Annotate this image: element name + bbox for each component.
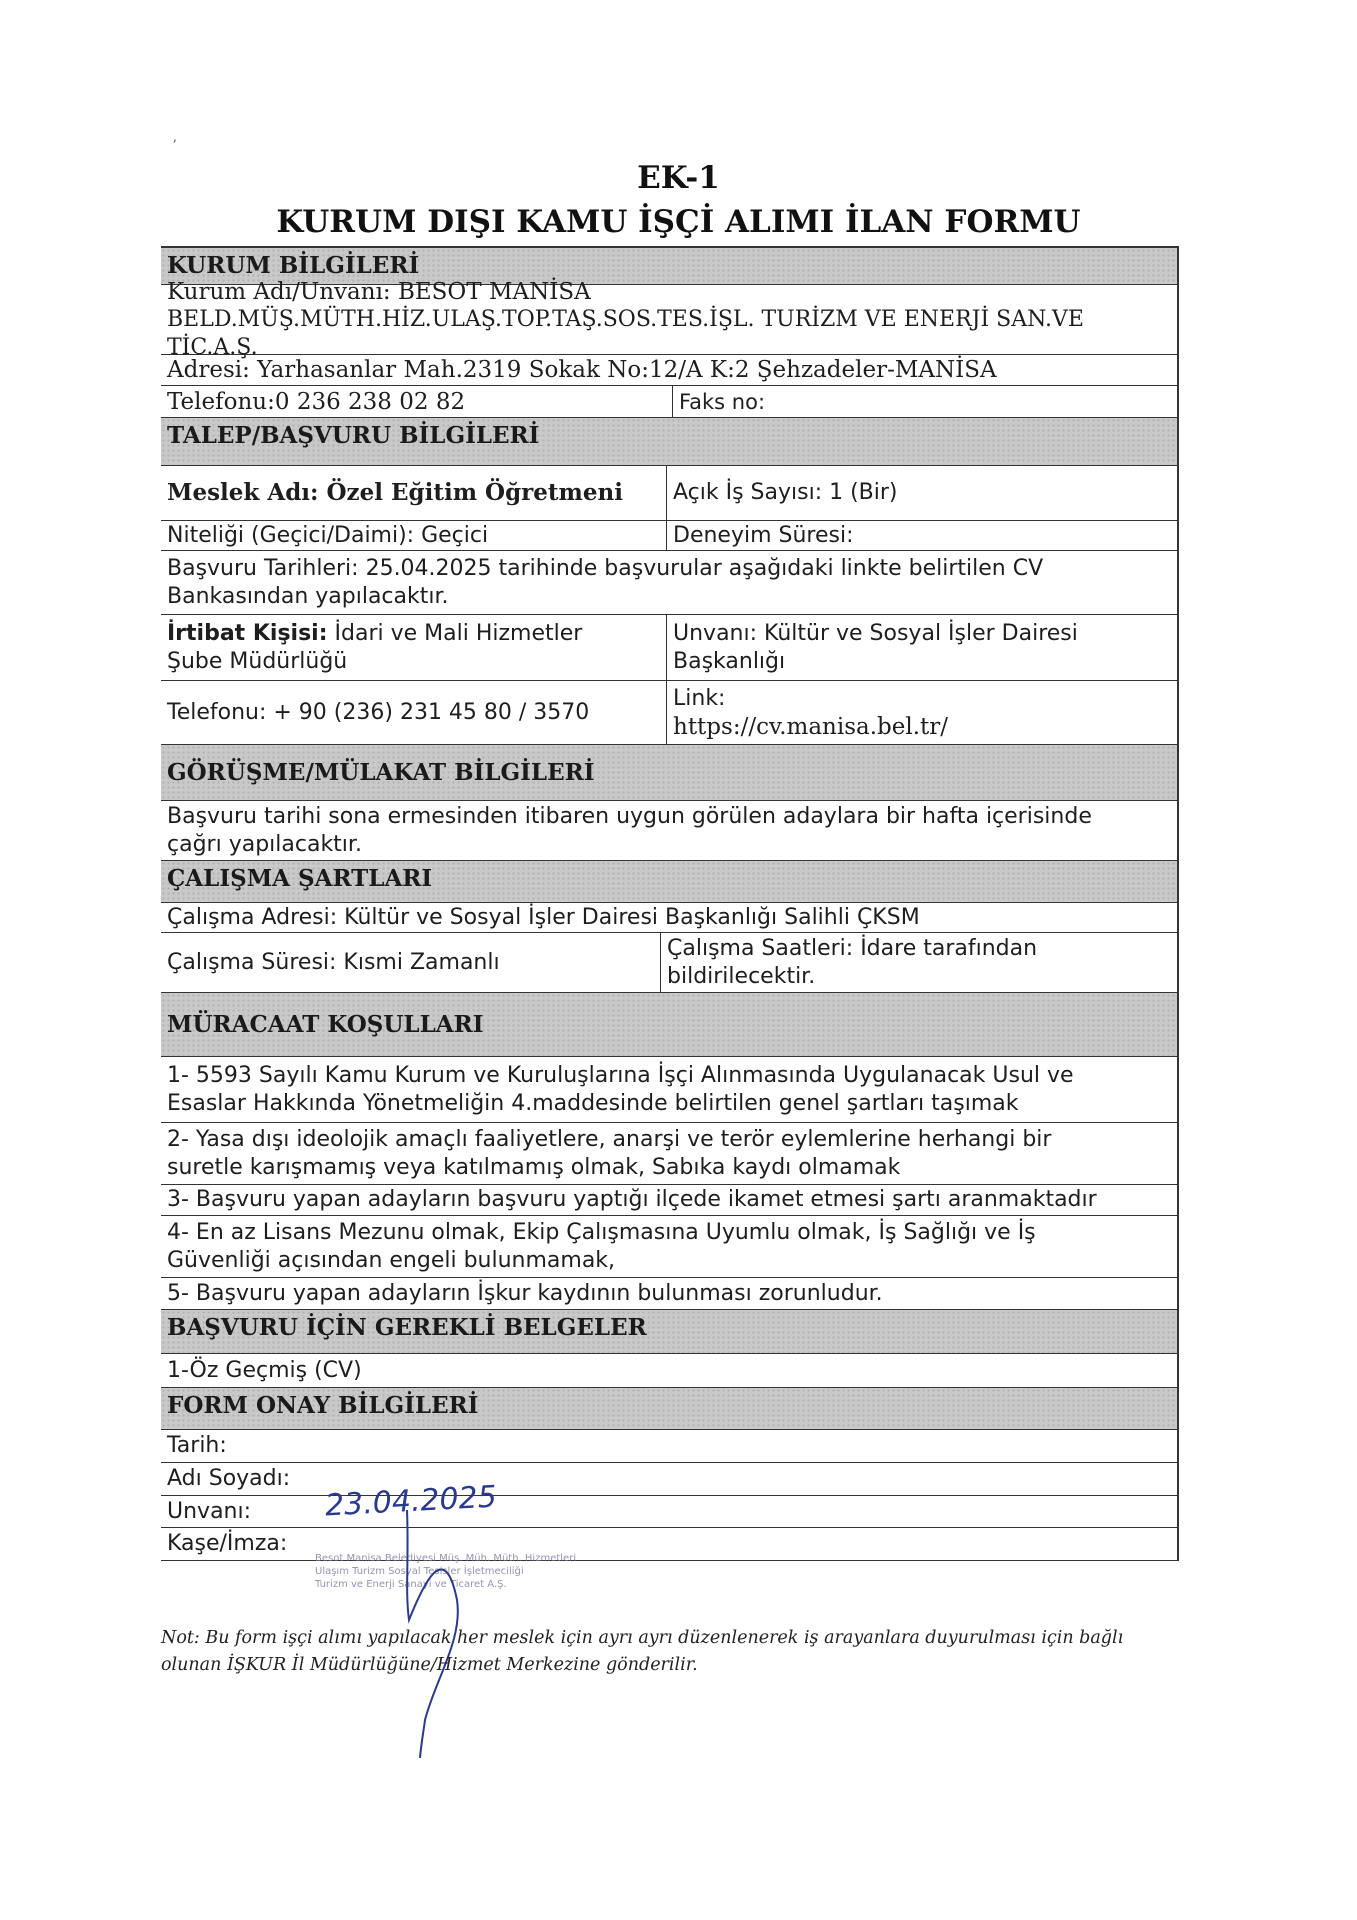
approval-stamp-label: Kaşe/İmza: bbox=[167, 1531, 288, 1556]
document-item: 1-Öz Geçmiş (CV) bbox=[167, 1357, 362, 1383]
occupation-name: Meslek Adı: Özel Eğitim Öğretmeni bbox=[167, 479, 623, 506]
contact-phone-link-row bbox=[161, 681, 1177, 745]
work-address: Çalışma Adresi: Kültür ve Sosyal İşler Dairesi Başkanlığı Salihli ÇKSM bbox=[167, 904, 920, 930]
requirement-item bbox=[161, 1216, 1177, 1278]
application-dates-line2: Bankasından yapılacaktır. bbox=[167, 583, 449, 609]
handwritten-date: 23.04.2025 bbox=[324, 1479, 498, 1524]
link-label: Link: bbox=[673, 685, 726, 711]
requirement-4-line2: Güvenliği açısından engeli bulunmamak, bbox=[167, 1247, 616, 1273]
section-title: KURUM BİLGİLERİ bbox=[161, 248, 1177, 284]
contact-value-line2: Şube Müdürlüğü bbox=[167, 648, 348, 674]
section-muracaat bbox=[161, 993, 1177, 1057]
contact-title-line2: Başkanlığı bbox=[673, 648, 786, 674]
application-dates-line1: Başvuru Tarihleri: 25.04.2025 tarihinde başvurular aşağıdaki linkte belirtilen CV bbox=[167, 555, 1044, 581]
section-title: GÖRÜŞME/MÜLAKAT BİLGİLERİ bbox=[161, 745, 1177, 800]
requirement-2-line2: suretle karışmamış veya katılmamış olmak, Sabıka kaydı olmamak bbox=[167, 1154, 901, 1180]
form-code: EK-1 bbox=[637, 160, 720, 196]
requirement-item bbox=[161, 1123, 1177, 1185]
open-positions: Açık İş Sayısı: 1 (Bir) bbox=[673, 480, 898, 505]
contact-title-line1: Unvanı: Kültür ve Sosyal İşler Dairesi bbox=[673, 620, 1078, 646]
occupation-row bbox=[161, 466, 1177, 521]
section-title: TALEP/BAŞVURU BİLGİLERİ bbox=[161, 418, 1177, 465]
phone-fax-row bbox=[161, 386, 1177, 418]
section-calisma bbox=[161, 861, 1177, 903]
approval-stamp-row bbox=[161, 1528, 1177, 1561]
section-title: MÜRACAAT KOŞULLARI bbox=[161, 993, 1177, 1056]
phone-text: Telefonu:0 236 238 02 82 bbox=[167, 388, 466, 415]
section-title: BAŞVURU İÇİN GEREKLİ BELGELER bbox=[161, 1310, 1177, 1353]
job-nature: Niteliği (Geçici/Daimi): Geçici bbox=[167, 522, 489, 548]
footer-note bbox=[161, 1625, 1191, 1679]
requirement-5: 5- Başvuru yapan adayların İşkur kaydının bulunması zorunludur. bbox=[167, 1280, 883, 1306]
address-row bbox=[161, 355, 1177, 386]
fax-label: Faks no: bbox=[679, 389, 766, 414]
section-title: ÇALIŞMA ŞARTLARI bbox=[161, 861, 1177, 902]
footer-note-line1: Not: Bu form işçi alımı yapılacak her meslek için ayrı ayrı düzenlenerek iş arayanlara duyurulması için bağlı bbox=[161, 1628, 1124, 1648]
institution-name-line2: BELD.MÜŞ.MÜTH.HİZ.ULAŞ.TOP.TAŞ.SOS.TES.İŞL. TURİZM VE ENERJİ SAN.VE TİC.A.Ş. bbox=[167, 306, 1084, 360]
requirement-1-line2: Esaslar Hakkında Yönetmeliğin 4.maddesinde belirtilen genel şartları taşımak bbox=[167, 1090, 1019, 1116]
section-gorusme bbox=[161, 745, 1177, 801]
work-address-row bbox=[161, 903, 1177, 933]
requirement-item bbox=[161, 1057, 1177, 1123]
approval-title-row bbox=[161, 1496, 1177, 1528]
requirement-4-line1: 4- En az Lisans Mezunu olmak, Ekip Çalışmasına Uyumlu olmak, İş Sağlığı ve İş bbox=[167, 1219, 1036, 1245]
interview-info-row bbox=[161, 801, 1177, 861]
nature-row bbox=[161, 521, 1177, 551]
stamp-line2: Ulaşım Turizm Sosyal Tesisler İşletmeciliği bbox=[315, 1566, 524, 1577]
approval-date-label: Tarih: bbox=[167, 1433, 227, 1458]
application-dates-row bbox=[161, 551, 1177, 615]
section-belgeler bbox=[161, 1310, 1177, 1354]
approval-title-label: Unvanı: bbox=[167, 1498, 252, 1524]
form-title: KURUM DIŞI KAMU İŞÇİ ALIMI İLAN FORMU bbox=[276, 204, 1081, 240]
job-posting-form bbox=[161, 246, 1179, 1561]
approval-name-label: Adı Soyadı: bbox=[167, 1466, 291, 1491]
approval-name-row bbox=[161, 1463, 1177, 1496]
contact-value: İdari ve Mali Hizmetler bbox=[327, 620, 583, 646]
stamp-line3: Turizm ve Enerji Sanayi ve Ticaret A.Ş. bbox=[315, 1579, 507, 1590]
work-duration: Çalışma Süresi: Kısmi Zamanlı bbox=[167, 949, 500, 975]
section-onay bbox=[161, 1388, 1177, 1430]
requirement-item bbox=[161, 1278, 1177, 1310]
requirement-3: 3- Başvuru yapan adayların başvuru yaptığı ilçede ikamet etmesi şartı aranmaktadır bbox=[167, 1187, 1097, 1212]
work-hours-line2: bildirilecektir. bbox=[667, 963, 816, 989]
contact-phone: Telefonu: + 90 (236) 231 45 80 / 3570 bbox=[167, 699, 590, 725]
institution-name-line1: Kurum Adı/Unvanı: BESOT MANİSA bbox=[167, 278, 591, 305]
section-talep bbox=[161, 418, 1177, 466]
requirement-2-line1: 2- Yasa dışı ideolojik amaçlı faaliyetlere, anarşi ve terör eylemlerine herhangi bir bbox=[167, 1126, 1052, 1152]
scan-mark: ʼ bbox=[172, 138, 177, 154]
institution-name-row bbox=[161, 278, 1177, 360]
contact-label: İrtibat Kişisi: bbox=[167, 620, 328, 646]
work-duration-row bbox=[161, 933, 1177, 993]
section-title: FORM ONAY BİLGİLERİ bbox=[161, 1388, 1177, 1429]
contact-row bbox=[161, 615, 1177, 681]
requirement-item bbox=[161, 1185, 1177, 1216]
stamp-line1: Besot Manisa Belediyesi Müş. Müh. Müth. Hizmetleri bbox=[315, 1553, 577, 1564]
footer-note-line2: olunan İŞKUR İl Müdürlüğüne/Hizmet Merkezine gönderilir. bbox=[161, 1655, 698, 1675]
requirement-1-line1: 1- 5593 Sayılı Kamu Kurum ve Kuruluşlarına İşçi Alınmasında Uygulanacak Usul ve bbox=[167, 1062, 1074, 1088]
experience-duration: Deneyim Süresi: bbox=[673, 522, 854, 548]
documents-row bbox=[161, 1354, 1177, 1388]
address-text: Adresi: Yarhasanlar Mah.2319 Sokak No:12/A K:2 Şehzadeler-MANİSA bbox=[167, 357, 997, 383]
approval-date-row bbox=[161, 1430, 1177, 1463]
interview-info-line1: Başvuru tarihi sona ermesinden itibaren uygun görülen adaylara bir hafta içerisinde bbox=[167, 803, 1092, 829]
application-link[interactable]: https://cv.manisa.bel.tr/ bbox=[673, 713, 949, 740]
interview-info-line2: çağrı yapılacaktır. bbox=[167, 831, 362, 857]
work-hours-line1: Çalışma Saatleri: İdare tarafından bbox=[667, 935, 1038, 961]
